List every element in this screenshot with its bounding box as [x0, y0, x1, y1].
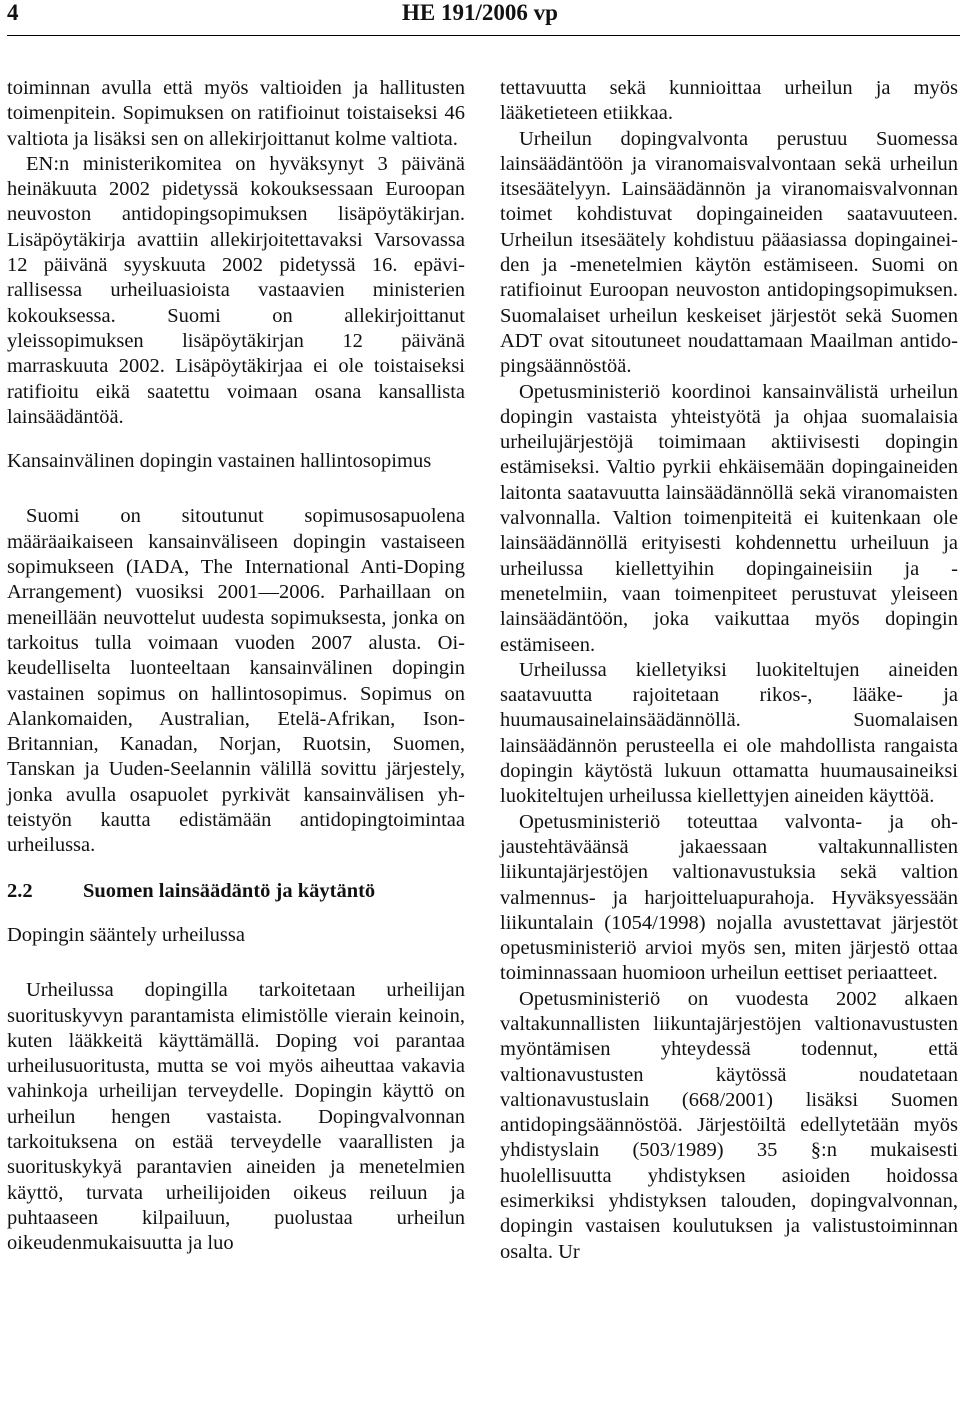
section-title: Suomen lainsäädäntö ja käytäntö [83, 879, 376, 902]
page-number: 4 [7, 0, 19, 25]
section-number: 2.2 [7, 879, 33, 902]
document-id: HE 191/2006 vp [402, 0, 558, 25]
paragraph: tettavuutta sekä kunnioittaa urheilun ja myös lääketieteen etiikkaa. [500, 77, 958, 125]
right-column [500, 76, 958, 1265]
paragraph: Opetusministeriö on vuodesta 2002 alkaen valtakunnallisten liikuntajärjestöjen valtionavustusten myöntämisen yhteydessä todennut, että valtionavustusten käytössä noudatetaan valtionavustuslain (668/2001) lisäksi Suomen antidopingsäännöstöä. Järjestöiltä edellytetään myös yhdistyslain (503/1989) 35 §:n mukaisesti huolellisuutta yhdistyksen asioiden hoidossa esimerkiksi yhdistyksen talouden, dopingvalvonnan, dopingin vastaisen koulutuksen ja valistustoiminnan osalta. Ur [500, 987, 958, 1263]
section-heading [7, 879, 465, 904]
paragraph: Urheilun dopingvalvonta perustuu Suomessa lainsäädäntöön ja viranomaisvalvontaan sekä urheilun itsesäätelyyn. Lainsäädännön ja viranomaisvalvonnan toimet kohdistuvat dopingaineiden saatavuuteen. Urheilun itsesäätely kohdistuu pääasiassa dopingaineiden ja -menetelmien käytön estämiseen. Suomi on ratifioinut Euroopan neuvoston antidopingsopimuksen. Suomalaiset urheilun keskeiset järjestöt sekä Suomen ADT ovat sitoutuneet noudattamaan Maailman antidopingsäännöstöä. [500, 127, 958, 378]
header-rule [7, 35, 960, 36]
left-column [7, 76, 465, 1256]
subheading: Dopingin sääntely urheilussa [7, 923, 245, 946]
paragraph: Suomi on sitoutunut sopimusosapuolena määräaikaiseen kansainväliseen dopingin vastaiseen sopimukseen (IADA, The International Anti-Doping Arrangement) vuosiksi 2001—2006. Parhaillaan on meneillään neuvottelut uudesta sopimuksesta, jonka on tarkoitus tulla voimaan vuoden 2007 alusta. Oikeudelliselta luonteeltaan kansainvälinen dopingin vastainen sopimus on hallintosopimus. Sopimus on Alankomaiden, Australian, Etelä-Afrikan, Ison-Britannian, Kanadan, Norjan, Ruotsin, Suomen, Tanskan ja Uuden-Seelannin välillä sovittu järjestely, jonka avulla osapuolet pyrkivät kansainvälisen yhteistyön kautta edistämään antidopingtoimintaa urheilussa. [7, 505, 465, 857]
paragraph: Opetusministeriö toteuttaa valvonta- ja ohjaustehtäväänsä jakaessaan valtakunnallisten liikuntajärjestöjen valtionavustuksia sekä valtion valmennus- ja harjoitteluapurahoja. Hyväksyessään liikuntalain (1054/1998) nojalla avustettavat järjestöt opetusministeriö arvioi myös sen, miten järjestö ottaa toiminnassaan huomioon urheilun eettiset periaatteet. [500, 810, 958, 985]
subheading: Kansainvälinen dopingin vastainen hallintosopimus [7, 450, 432, 473]
paragraph: Opetusministeriö koordinoi kansainvälistä urheilun dopingin vastaista yhteistyötä ja ohjaa suomalaisia urheilujärjestöjä toimimaan aktiivisesti dopingin estämiseksi. Valtio pyrkii ehkäisemään dopingaineiden laitonta saatavuutta lainsäädännöllä sekä viranomaisten valvonnalla. Valtion toimenpiteitä ei kuitenkaan ole lainsäädännöllä erityisesti kohdennettu urheiluun ja urheilussa kiellettyihin dopingaineisiin ja -menetelmiin, vaan toimenpiteet perustuvat yleiseen lainsäädäntöön, joka vaikuttaa myös dopingin estämiseen. [500, 380, 958, 656]
paragraph: Urheilussa dopingilla tarkoitetaan urheilijan suorituskyvyn parantamista elimistölle vierain keinoin, kuten lääkkeitä käyttämällä. Doping voi parantaa urheilusuoritusta, mutta se voi myös aiheuttaa vakavia vahinkoja urheilijan terveydelle. Dopingin käyttö on urheilun hengen vastaista. Dopingvalvonnan tarkoituksena on estää terveydelle vaarallisten ja suorituskykyä parantavien aineiden ja menetelmien käyttö, turvata urheilijoiden oikeus reiluun ja puhtaaseen kilpailuun, puolustaa urheilun oikeudenmukaisuutta ja luo [7, 979, 465, 1255]
paragraph: toiminnan avulla että myös valtioiden ja hallitusten toimenpitein. Sopimuksen on ratifioinut toistaiseksi 46 valtiota ja lisäksi sen on allekirjoittanut kolme valtiota. [7, 77, 465, 150]
paragraph: Urheilussa kielletyiksi luokiteltujen aineiden saatavuutta rajoitetaan rikos-, lääke- ja huumausainelainsäädännöllä. Suomalaisen lainsäädännön perusteella ei ole mahdollista rangaista dopingin käytöstä lukuun ottamatta huumausaineiksi luokiteltujen urheilussa kiellettyjen aineiden käyttöä. [500, 658, 958, 808]
paragraph: EN:n ministerikomitea on hyväksynyt 3 päivänä heinäkuuta 2002 pidetyssä kokouksessaan Euroopan neuvoston antidopingsopimuksen lisäpöytäkirjan. Lisäpöytäkirja avattiin allekirjoitettavaksi Varsovassa 12 päivänä syyskuuta 2002 pidetyssä 16. epävirallisessa urheiluasioista vastaavien ministerien kokouksessa. Suomi on allekirjoittanut yleissopimuksen lisäpöytäkirjan 12 päivänä marraskuuta 2002. Lisäpöytäkirjaa ei ole toistaiseksi ratifioitu eikä saatettu voimaan osana kansallista lainsäädäntöä. [7, 152, 465, 428]
